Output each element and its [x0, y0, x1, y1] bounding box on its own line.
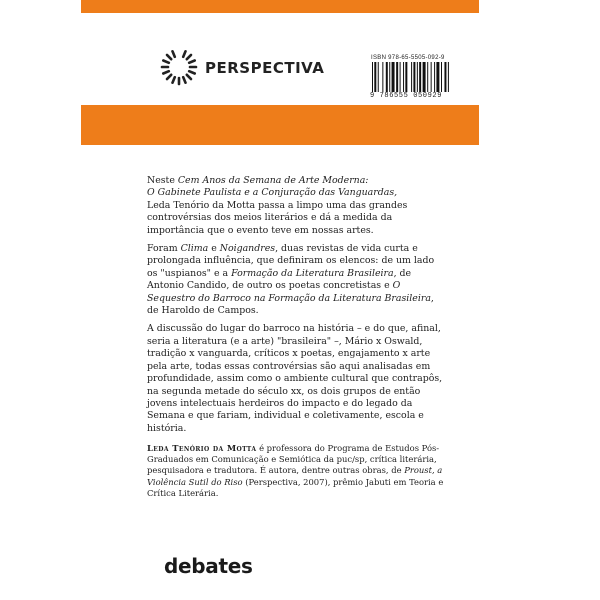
- barcode-bar: [389, 62, 390, 92]
- logo-ray: [172, 77, 174, 83]
- barcode-bar: [386, 62, 388, 92]
- synopsis-text: , duas revistas de vida curta e prolongada influência, que definiram os elencos: de um lado os "uspianos" e a: [147, 243, 435, 279]
- book-title-italic: Proust, a Violência Sutil do Riso: [147, 465, 443, 487]
- barcode-bar: [434, 62, 435, 92]
- synopsis-text: Foram: [147, 243, 181, 255]
- barcode-bar: [382, 62, 383, 92]
- barcode-bar: [436, 62, 439, 92]
- barcode-bar: [441, 62, 442, 92]
- logo-ray: [189, 71, 195, 73]
- synopsis-text: Neste: [147, 175, 178, 186]
- synopsis-paragraph-2: [147, 243, 447, 317]
- barcode-bar: [419, 62, 421, 92]
- logo-ray: [183, 51, 185, 57]
- series-name: debates: [164, 554, 253, 578]
- barcode-bar: [400, 62, 401, 92]
- book-title-italic: Cem Anos da Semana de Arte Moderna:: [177, 175, 369, 186]
- book-title-italic: Formação da Literatura Brasileira: [231, 267, 394, 279]
- bio-text: (Perspectiva, 2007), prêmio Jabuti em Teoria e Crítica Literária.: [147, 476, 444, 498]
- logo-ray: [163, 71, 169, 73]
- journal-title-italic: Clima: [180, 243, 209, 255]
- synopsis-paragraph-1: [147, 175, 447, 237]
- book-title-italic: O Gabinete Paulista e a Conjuração das Vanguardas,: [147, 187, 398, 199]
- barcode-bar: [405, 62, 407, 92]
- logo-ray: [183, 77, 185, 83]
- barcode-number: 9 786555 050929: [370, 92, 443, 100]
- logo-ray: [189, 60, 195, 62]
- logo-ray: [172, 51, 174, 57]
- barcode-bar: [423, 62, 426, 92]
- barcode-bar: [403, 62, 404, 92]
- barcode-icon: [370, 62, 480, 92]
- synopsis-text: , de Haroldo de Campos.: [147, 292, 434, 317]
- barcode-bar: [427, 62, 428, 92]
- author-name: Leda Tenório da Motta: [147, 443, 257, 453]
- barcode-bar: [431, 62, 432, 92]
- barcode-bar: [372, 62, 373, 92]
- logo-ray: [163, 60, 169, 62]
- synopsis-text: e: [208, 243, 220, 255]
- synopsis-text: A discussão do lugar do barroco na história – e do que, afinal, seria a literatura (e a arte) "brasileira" –, Mário x Oswald, tradição x vanguarda, críticos x poetas, engajamento x arte pela arte, todas essas controvérsias são aqui analisadas em profundidade, assim como o ambiente cultural que contrapôs, na segunda metade do século xx, os dois grupos de então jovens intelectuais herdeiros do impacto e do legado da Semana e que fariam, individual e coletivamente, escola e história.: [147, 323, 443, 434]
- logo-ray: [187, 75, 191, 79]
- isbn-label: ISBN 978-65-5505-092-9: [371, 55, 445, 61]
- bio-text: é professora do Programa de Estudos Pós-Graduados em Comunicação e Semiótica da puc/sp, crítica literária, pesquisadora e tradutora. É autora, dentre outras obras, de: [147, 443, 440, 476]
- barcode-bar: [396, 62, 398, 92]
- barcode-bar: [392, 62, 395, 92]
- publisher-name: PERSPECTIVA: [205, 59, 325, 77]
- barcode-bar: [413, 62, 415, 92]
- barcode-bar: [444, 62, 446, 92]
- barcode-bar: [378, 62, 379, 92]
- synopsis: [147, 175, 447, 441]
- synopsis-paragraph-3: [147, 323, 447, 435]
- orange-middle-band: [81, 105, 479, 145]
- barcode-bar: [448, 62, 449, 92]
- logo-ray: [167, 75, 171, 79]
- perspectiva-sunburst-logo-icon: [159, 47, 199, 87]
- journal-title-italic: Noigandres: [219, 243, 276, 255]
- barcode-bar: [374, 62, 376, 92]
- synopsis-text: Leda Tenório da Motta passa a limpo uma das grandes controvérsias dos meios literários e dá a medida da importância que o evento teve em nossas artes.: [147, 199, 408, 236]
- orange-top-band: [81, 0, 479, 13]
- barcode-bar: [417, 62, 418, 92]
- synopsis-text: , de Antonio Candido, de outro os poetas concretistas e: [147, 267, 412, 292]
- logo-ray: [167, 55, 171, 59]
- author-bio: [147, 443, 447, 499]
- logo-ray: [187, 55, 191, 59]
- barcode-bar: [411, 62, 412, 92]
- book-title-italic: O Sequestro do Barroco na Formação da Literatura Brasileira: [147, 280, 431, 304]
